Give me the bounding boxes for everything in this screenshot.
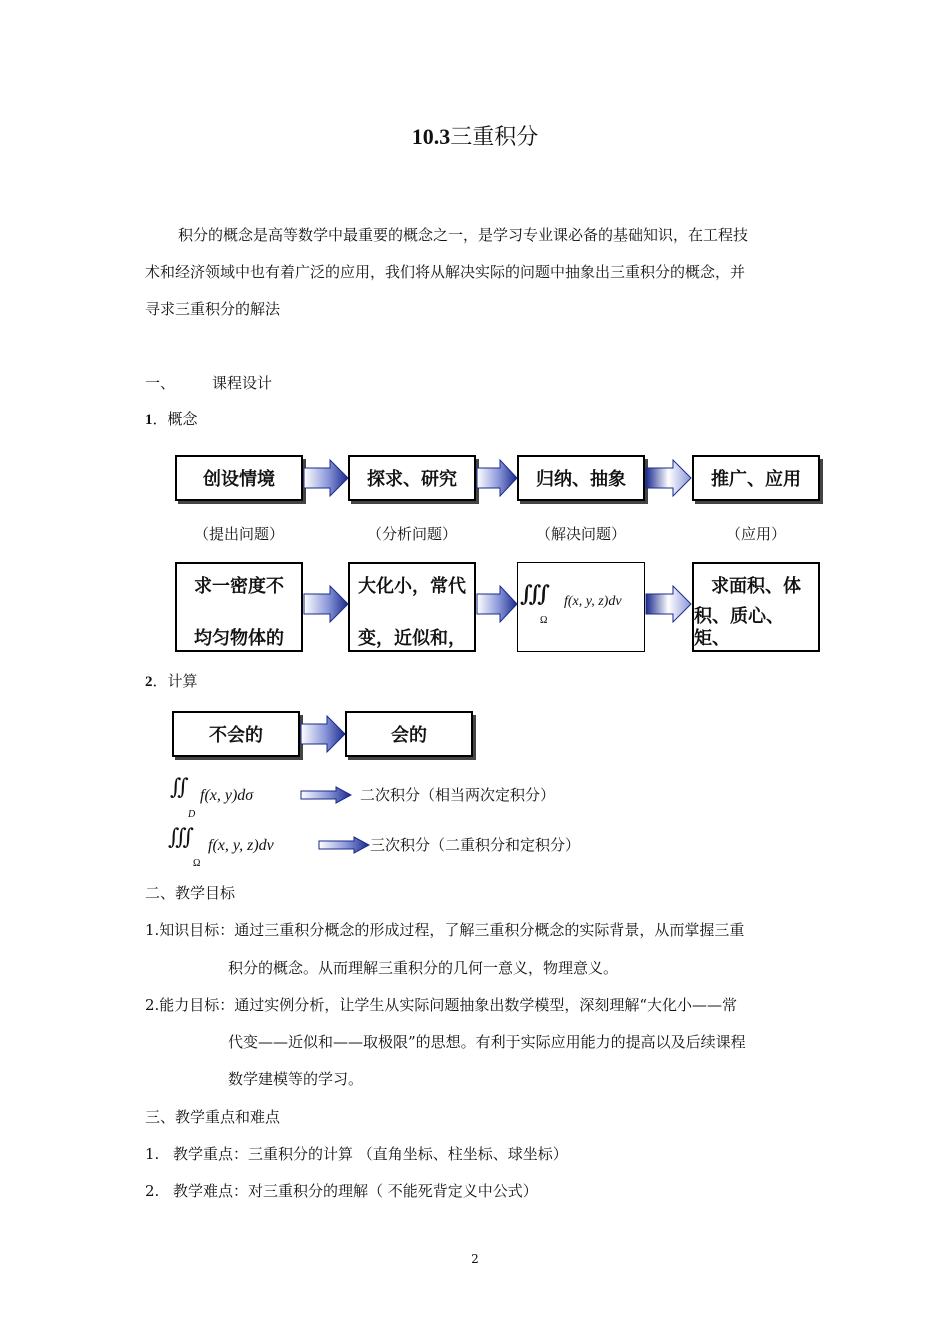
box-induce-abstract: 归纳、抽象 — [517, 455, 645, 501]
difficulty-text: 教学难点：对三重积分的理解（ 不能死背定义中公式） — [173, 1182, 538, 1200]
concept-label-number: 1 — [145, 412, 153, 428]
box-line: 求面积、体 — [711, 576, 801, 597]
box-line: 均匀物体的 — [194, 628, 284, 649]
intro-line-2: 术和经济领域中也有着广泛的应用，我们将从解决实际的问题中抽象出三重积分的概念，并 — [145, 263, 746, 281]
box-explore-research: 探求、研究 — [348, 455, 476, 501]
title-number: 10.3 — [411, 124, 451, 149]
caption-raise-question: （提出问题） — [193, 525, 284, 543]
key-point-text: 教学重点：三重积分的计算 （直角坐标、柱坐标、球坐标） — [173, 1145, 568, 1163]
page-number: 2 — [471, 1252, 479, 1266]
caption-analyze-question: （分析问题） — [366, 525, 457, 543]
arrow-right-icon — [303, 459, 349, 497]
formula1-text: f(x, y)dσ — [200, 787, 254, 804]
calc-label — [145, 674, 198, 690]
formula-subscript: Ω — [540, 615, 548, 626]
concept-label — [145, 412, 198, 428]
box-line: 大化小，常代 — [358, 576, 466, 597]
formula1-subscript: D — [188, 809, 196, 820]
goal1-line-1: 1.知识目标：通过三重积分概念的形成过程，了解三重积分概念的实际背景，从而掌握三重 — [145, 921, 745, 939]
formula1-description: 二次积分（相当两次定积分） — [360, 786, 556, 804]
double-integral-sign: ∬ — [170, 775, 189, 800]
arrow-right-icon — [645, 459, 692, 497]
calc-label-text: ．计算 — [152, 672, 198, 690]
formula2-text: f(x, y, z)dv — [208, 837, 274, 854]
box-generalize-apply: 推广、应用 — [692, 455, 820, 501]
section1-heading: 课程设计 — [212, 374, 273, 392]
caption-apply: （应用） — [725, 525, 786, 543]
arrow-right-icon — [318, 836, 370, 854]
key-point-number: 1. — [145, 1145, 160, 1163]
box-method-steps — [348, 562, 476, 652]
box-density-problem — [175, 562, 303, 652]
arrow-right-icon — [300, 715, 346, 753]
arrow-right-icon — [303, 585, 349, 623]
page-title — [0, 120, 950, 151]
box-create-scenario: 创设情境 — [175, 455, 303, 501]
formula-text: f(x, y, z)dv — [564, 594, 622, 609]
intro-line-3: 寻求三重积分的解法 — [145, 300, 281, 318]
box-known: 会的 — [345, 711, 473, 757]
arrow-right-icon — [476, 585, 518, 623]
box-applications — [692, 562, 820, 652]
box-triple-integral-formula — [517, 562, 645, 652]
box-line: 变，近似和， — [358, 628, 466, 649]
section1-number: 一、 — [145, 374, 176, 392]
intro-line-1: 积分的概念是高等数学中最重要的概念之一，是学习专业课必备的基础知识，在工程技 — [178, 226, 749, 244]
section2-heading: 二、教学目标 — [145, 884, 236, 902]
box-line: 求一密度不 — [194, 576, 284, 597]
arrow-right-icon — [300, 786, 352, 804]
box-line: 积、质心、矩、 — [694, 606, 784, 649]
formula2-description: 三次积分（二重积分和定积分） — [370, 836, 581, 854]
arrow-right-icon — [476, 459, 518, 497]
triple-integral-sign: ∭ — [168, 825, 195, 850]
concept-label-text: ．概念 — [152, 410, 198, 428]
goal2-line-2: 代变——近似和——取极限”的思想。有利于实际应用能力的提高以及后续课程 — [228, 1033, 746, 1051]
title-text: 三重积分 — [450, 125, 539, 150]
section3-heading: 三、教学重点和难点 — [145, 1108, 281, 1126]
arrow-right-icon — [645, 585, 692, 623]
difficulty-number: 2. — [145, 1182, 160, 1200]
goal1-line-2: 积分的概念。从而理解三重积分的几何一意义，物理意义。 — [228, 959, 619, 977]
triple-integral-sign: ∭ — [520, 581, 551, 607]
formula2-subscript: Ω — [193, 858, 201, 869]
caption-solve-question: （解决问题） — [535, 525, 626, 543]
box-unknown: 不会的 — [172, 711, 300, 757]
goal2-line-3: 数学建模等的学习。 — [228, 1070, 364, 1088]
goal2-line-1: 2.能力目标：通过实例分析，让学生从实际问题抽象出数学模型，深刻理解“大化小——常 — [145, 996, 737, 1014]
calc-label-number: 2 — [145, 674, 153, 690]
